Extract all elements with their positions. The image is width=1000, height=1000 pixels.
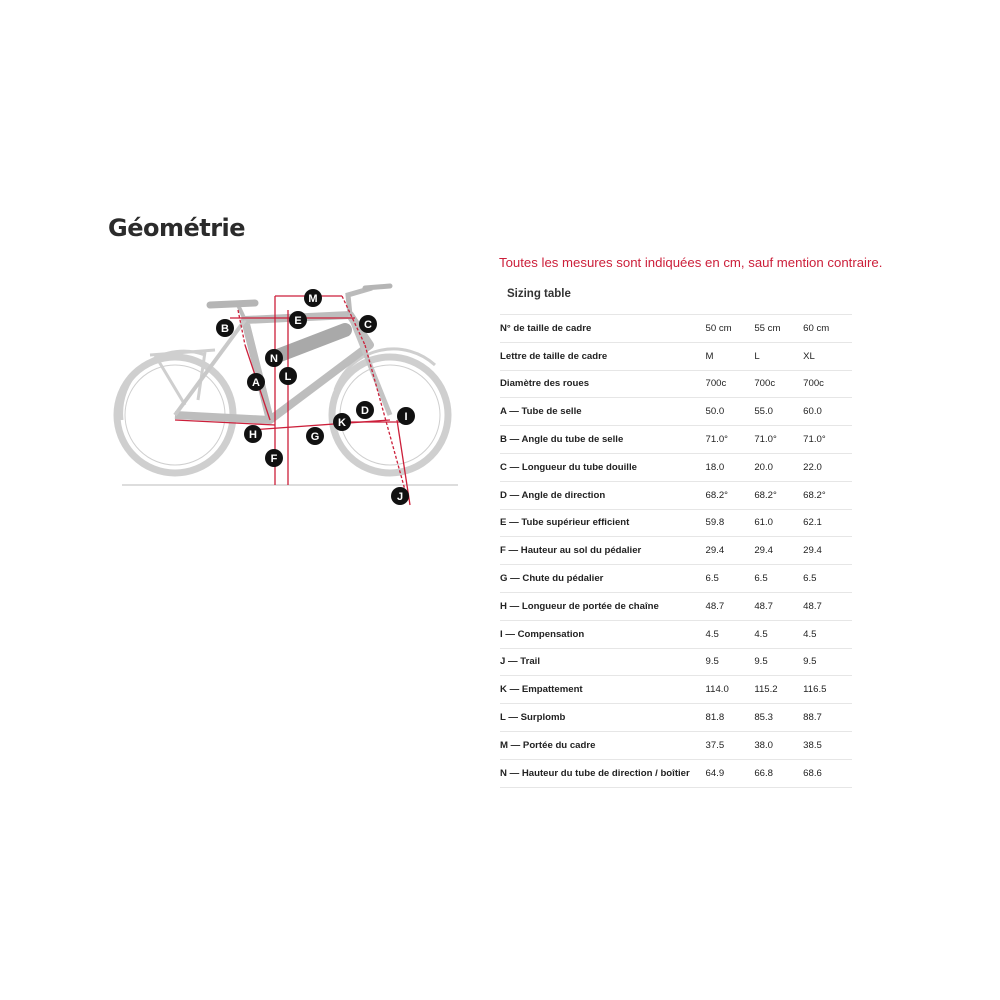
row-label: J — Trail: [500, 648, 706, 676]
row-value: 71.0°: [754, 426, 803, 454]
row-label: H — Longueur de portée de chaîne: [500, 592, 706, 620]
row-value: 29.4: [706, 537, 755, 565]
table-row: [500, 676, 852, 704]
row-value: 88.7: [803, 704, 852, 732]
table-row: [500, 620, 852, 648]
row-value: 116.5: [803, 676, 852, 704]
table-row: [500, 704, 852, 732]
row-value: 85.3: [754, 704, 803, 732]
row-value: 60 cm: [803, 315, 852, 343]
table-row: [500, 370, 852, 398]
row-value: 64.9: [706, 759, 755, 787]
marker-k: [333, 413, 351, 431]
row-value: 71.0°: [706, 426, 755, 454]
svg-text:N: N: [270, 353, 278, 365]
marker-e: [289, 311, 307, 329]
marker-d: [356, 401, 374, 419]
row-value: 18.0: [706, 453, 755, 481]
row-value: 68.2°: [754, 481, 803, 509]
row-value: 4.5: [706, 620, 755, 648]
row-label: G — Chute du pédalier: [500, 565, 706, 593]
table-caption: Sizing table: [507, 288, 571, 300]
row-value: 50.0: [706, 398, 755, 426]
row-value: 700c: [706, 370, 755, 398]
row-value: L: [754, 342, 803, 370]
row-label: A — Tube de selle: [500, 398, 706, 426]
row-value: 38.0: [754, 731, 803, 759]
row-value: 66.8: [754, 759, 803, 787]
svg-text:C: C: [364, 319, 372, 331]
row-value: 55 cm: [754, 315, 803, 343]
svg-text:E: E: [294, 315, 302, 327]
row-value: 48.7: [803, 592, 852, 620]
row-value: 50 cm: [706, 315, 755, 343]
table-row: [500, 537, 852, 565]
row-value: 59.8: [706, 509, 755, 537]
row-value: 29.4: [803, 537, 852, 565]
row-value: 60.0: [803, 398, 852, 426]
svg-text:H: H: [249, 429, 257, 441]
bike-geometry-diagram: [110, 270, 480, 520]
marker-c: [359, 315, 377, 333]
row-value: 48.7: [754, 592, 803, 620]
svg-text:G: G: [310, 431, 320, 443]
table-row: [500, 342, 852, 370]
svg-text:I: I: [404, 411, 408, 423]
table-row: [500, 592, 852, 620]
table-row: [500, 481, 852, 509]
row-value: 55.0: [754, 398, 803, 426]
table-row: [500, 453, 852, 481]
row-value: 37.5: [706, 731, 755, 759]
svg-text:M: M: [308, 293, 318, 305]
svg-text:A: A: [252, 377, 260, 389]
row-label: N — Hauteur du tube de direction / boîtier: [500, 759, 706, 787]
row-label: Diamètre des roues: [500, 370, 706, 398]
row-value: 115.2: [754, 676, 803, 704]
row-value: XL: [803, 342, 852, 370]
row-value: 68.6: [803, 759, 852, 787]
marker-i: [397, 407, 415, 425]
row-value: 6.5: [706, 565, 755, 593]
row-label: C — Longueur du tube douille: [500, 453, 706, 481]
row-value: 6.5: [803, 565, 852, 593]
marker-b: [216, 319, 234, 337]
svg-text:B: B: [221, 323, 229, 335]
row-value: 61.0: [754, 509, 803, 537]
page-title: Géométrie: [108, 214, 246, 242]
marker-h: [244, 425, 262, 443]
row-label: K — Empattement: [500, 676, 706, 704]
row-value: 22.0: [803, 453, 852, 481]
row-value: 4.5: [754, 620, 803, 648]
table-row: [500, 509, 852, 537]
row-value: 114.0: [706, 676, 755, 704]
row-label: Lettre de taille de cadre: [500, 342, 706, 370]
marker-a: [247, 373, 265, 391]
row-value: 700c: [803, 370, 852, 398]
row-value: 700c: [754, 370, 803, 398]
row-label: F — Hauteur au sol du pédalier: [500, 537, 706, 565]
svg-text:J: J: [396, 491, 404, 503]
row-value: 68.2°: [706, 481, 755, 509]
svg-text:L: L: [284, 371, 292, 383]
svg-text:F: F: [270, 453, 278, 465]
row-value: 9.5: [803, 648, 852, 676]
table-row: [500, 426, 852, 454]
marker-m: [304, 289, 322, 307]
marker-l: [279, 367, 297, 385]
row-label: N° de taille de cadre: [500, 315, 706, 343]
svg-text:D: D: [361, 405, 369, 417]
table-row: [500, 731, 852, 759]
row-label: D — Angle de direction: [500, 481, 706, 509]
marker-f: [265, 449, 283, 467]
row-value: 6.5: [754, 565, 803, 593]
row-label: I — Compensation: [500, 620, 706, 648]
row-value: 9.5: [706, 648, 755, 676]
table-row: [500, 565, 852, 593]
row-label: E — Tube supérieur efficient: [500, 509, 706, 537]
row-value: 29.4: [754, 537, 803, 565]
row-value: 68.2°: [803, 481, 852, 509]
svg-text:K: K: [338, 417, 346, 429]
table-row: [500, 759, 852, 787]
row-label: B — Angle du tube de selle: [500, 426, 706, 454]
marker-n: [265, 349, 283, 367]
units-note: Toutes les mesures sont indiquées en cm, sauf mention contraire.: [499, 255, 883, 270]
sizing-table: [500, 314, 852, 788]
row-value: 62.1: [803, 509, 852, 537]
marker-j: [391, 487, 409, 505]
table-row: [500, 398, 852, 426]
marker-g: [306, 427, 324, 445]
row-value: 4.5: [803, 620, 852, 648]
row-label: M — Portée du cadre: [500, 731, 706, 759]
row-value: 20.0: [754, 453, 803, 481]
table-row: [500, 648, 852, 676]
row-label: L — Surplomb: [500, 704, 706, 732]
row-value: 81.8: [706, 704, 755, 732]
row-value: 48.7: [706, 592, 755, 620]
row-value: 71.0°: [803, 426, 852, 454]
table-row: [500, 315, 852, 343]
row-value: 38.5: [803, 731, 852, 759]
row-value: 9.5: [754, 648, 803, 676]
row-value: M: [706, 342, 755, 370]
